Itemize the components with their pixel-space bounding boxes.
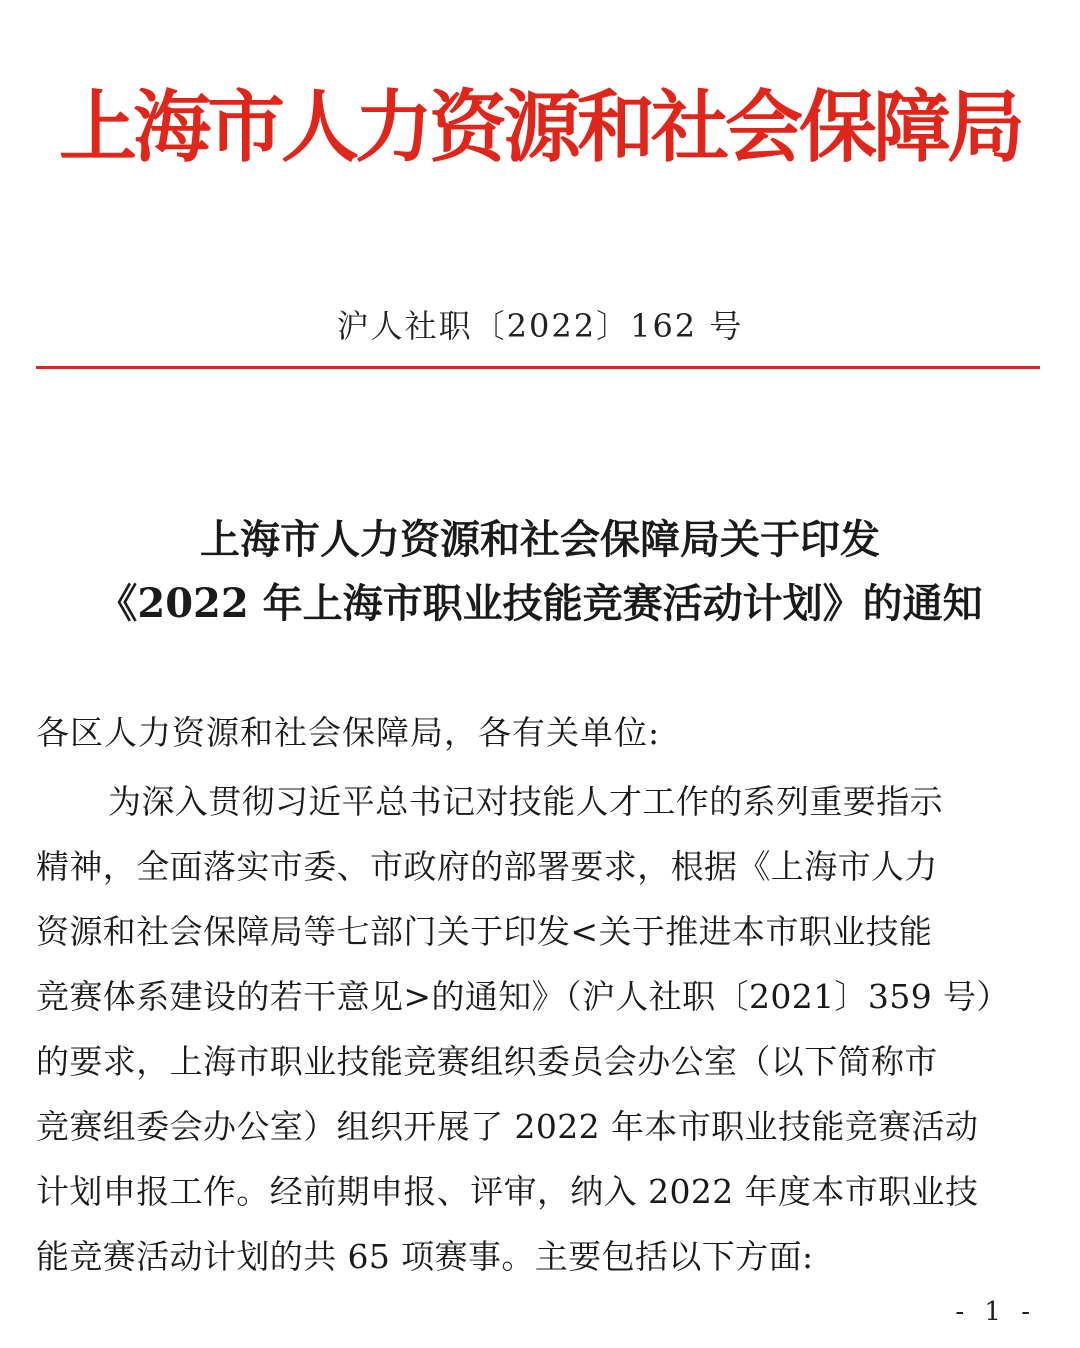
body-line: 为深入贯彻习近平总书记对技能人才工作的系列重要指示: [108, 782, 943, 821]
salutation: 各区人力资源和社会保障局，各有关单位:: [36, 713, 661, 752]
body-line: 的要求，上海市职业技能竞赛组织委员会办公室（以下简称市: [36, 1042, 938, 1081]
body-paragraph: [36, 772, 1036, 1292]
body-line: 精神，全面落实市委、市政府的部署要求，根据《上海市人力: [36, 847, 938, 886]
title-line-1: 上海市人力资源和社会保障局关于印发: [200, 516, 880, 563]
body-line: 能竞赛活动计划的共 65 项赛事。主要包括以下方面:: [36, 1237, 814, 1276]
body-line: 资源和社会保障局等七部门关于印发<关于推进本市职业技能: [36, 912, 933, 951]
body-line: 竞赛体系建设的若干意见>的通知》（沪人社职〔2021〕359 号）: [36, 977, 1010, 1016]
body-line: 竞赛组委会办公室）组织开展了 2022 年本市职业技能竞赛活动: [36, 1107, 979, 1146]
red-divider-line: [36, 366, 1040, 369]
document-title: [0, 508, 1080, 636]
page-number: - 1 -: [955, 1297, 1036, 1327]
title-line-2: 《2022 年上海市职业技能竞赛活动计划》的通知: [97, 580, 983, 627]
issuer-header: 上海市人力资源和社会保障局: [58, 82, 1021, 173]
document-number: 沪人社职〔2022〕162 号: [336, 307, 744, 345]
body-line: 计划申报工作。经前期申报、评审，纳入 2022 年度本市职业技: [36, 1172, 979, 1211]
